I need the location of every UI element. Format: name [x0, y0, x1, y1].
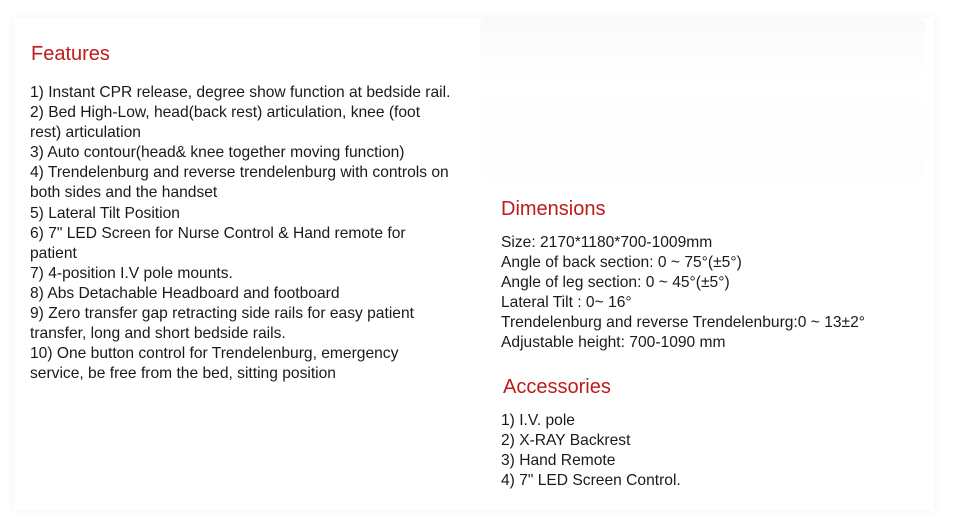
dimension-item: Adjustable height: 700-1090 mm [501, 334, 726, 352]
dimension-item: Angle of back section: 0 ~ 75°(±5°) [501, 254, 742, 272]
features-list [30, 83, 455, 384]
accessory-item: 4) 7" LED Screen Control. [501, 472, 681, 490]
feature-item: 7) 4-position I.V pole mounts. [30, 264, 233, 282]
feature-item: 6) 7" LED Screen for Nurse Control & Hand remote for patient [30, 224, 406, 262]
features-heading: Features [31, 43, 110, 65]
feature-item: 5) Lateral Tilt Position [30, 204, 180, 222]
feature-item: 9) Zero transfer gap retracting side rails for easy patient transfer, long and short bedside rails. [30, 305, 414, 343]
dimension-item: Trendelenburg and reverse Trendelenburg:0 ~ 13±2° [501, 314, 866, 332]
accessory-item: 1) I.V. pole [501, 412, 575, 429]
accessories-list [501, 411, 931, 491]
feature-item: 2) Bed High-Low, head(back rest) articulation, knee (foot rest) articulation [30, 104, 421, 142]
dimensions-heading: Dimensions [501, 198, 606, 220]
accessory-item: 2) X-RAY Backrest [501, 432, 631, 450]
dimension-item: Size: 2170*1180*700-1009mm [501, 234, 713, 251]
feature-item: 8) Abs Detachable Headboard and footboard [30, 284, 340, 302]
accessory-item: 3) Hand Remote [501, 452, 616, 470]
feature-item: 3) Auto contour(head& knee together moving function) [30, 144, 405, 162]
feature-item: 4) Trendelenburg and reverse trendelenburg with controls on both sides and the handset [30, 164, 449, 202]
accessories-heading: Accessories [503, 376, 611, 398]
dimension-item: Angle of leg section: 0 ~ 45°(±5°) [501, 274, 730, 292]
dimension-item: Lateral Tilt : 0~ 16° [501, 294, 632, 312]
feature-item: 1) Instant CPR release, degree show function at bedside rail. [30, 84, 451, 101]
dimensions-list [501, 233, 931, 354]
image-placeholder-area [480, 18, 925, 178]
feature-item: 10) One button control for Trendelenburg, emergency service, be free from the bed, sitting position [30, 345, 399, 383]
